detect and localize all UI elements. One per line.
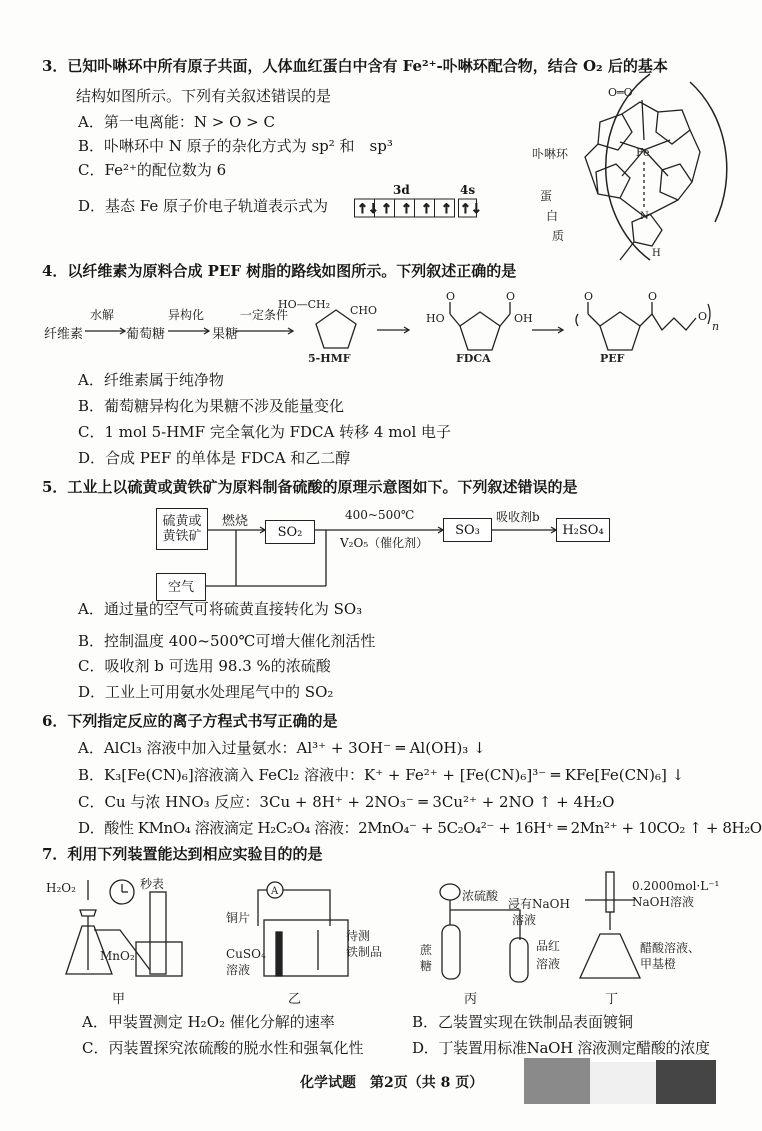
bing-naoh-label-2: 溶液 [512, 913, 537, 927]
bing-sugar-label-1: 蔗 [420, 943, 433, 957]
ding-acetic-label-1: 醋酸溶液、 [640, 941, 701, 955]
fdca-oh: OH [514, 312, 533, 325]
so3-box: SO₃ [443, 518, 492, 542]
q5-option-c: C．吸收剂 b 可选用 98.3 %的浓硫酸 [78, 657, 331, 675]
porphyrin-ring-label: 卟啉环 [532, 147, 569, 161]
q7-option-b: B．乙装置实现在铁制品表面镀铜 [412, 1013, 634, 1031]
yi-cuso4-label: CuSO₄ [226, 947, 266, 961]
yi-copper-label: 铜片 [226, 911, 251, 925]
hmf-cho: CHO [350, 304, 378, 317]
h2so4-box: H₂SO₄ [556, 518, 610, 542]
q5-option-d: D．工业上可用氨水处理尾气中的 SO₂ [78, 683, 334, 701]
protein-label-2: 白 [546, 209, 559, 223]
burn-label: 燃烧 [222, 514, 249, 529]
route-step-hydrolysis: 水解 [90, 308, 115, 322]
gray-block [524, 1058, 590, 1104]
q3-option-a: A．第一电离能：N > O > C [78, 113, 275, 131]
page-footer: 化学试题 第2页（共 8 页） [300, 1075, 484, 1091]
q3-option-d: D．基态 Fe 原子价电子轨道表示式为 [78, 197, 329, 215]
q7-option-a: A．甲装置测定 H₂O₂ 催化分解的速率 [82, 1013, 335, 1031]
compound-pef: PEF [600, 352, 625, 365]
porphyrin-figure [530, 72, 730, 262]
yi-iron-label-2: 铁制品 [346, 945, 383, 959]
fdca-o1: O [446, 290, 456, 303]
apparatus-jia-caption: 甲 [112, 992, 126, 1007]
h-label: H [652, 248, 661, 259]
q4-stem: 4．以纤维素为原料合成 PEF 树脂的路线如图所示。下列叙述正确的是 [42, 262, 517, 280]
hmf-hoch2: HO—CH₂ [278, 298, 331, 311]
ding-naoh-label: NaOH溶液 [632, 895, 694, 909]
q6-option-b: B．K₃[Fe(CN)₆]溶液滴入 FeCl₂ 溶液中：K⁺ + Fe²⁺ + [Fe(CN)₆]³⁻ ═ KFe[Fe(CN)₆] ↓ [78, 766, 685, 784]
ding-concentration-label: 0.2000mol·L⁻¹ [632, 879, 720, 893]
q3-option-c: C．Fe²⁺的配位数为 6 [78, 161, 227, 179]
orbital-4s-label: 4s [460, 183, 476, 197]
so2-box: SO₂ [265, 520, 315, 544]
route-cellulose: 纤维素 [44, 327, 84, 342]
bing-pinhong-label-1: 品红 [536, 939, 561, 953]
bing-pinhong-label-2: 溶液 [536, 957, 561, 971]
absorbent-label: 吸收剂b [496, 510, 540, 524]
ding-acetic-label-2: 甲基橙 [640, 957, 677, 971]
svg-text:↑↓: ↑↓ [460, 202, 482, 217]
q4-option-d: D．合成 PEF 的单体是 FDCA 和乙二醇 [78, 449, 351, 467]
raw-material-box: 硫黄或黄铁矿 [156, 508, 208, 550]
light-block [590, 1062, 656, 1104]
fdca-ho: HO [426, 312, 445, 325]
compound-fdca: FDCA [456, 352, 491, 365]
air-box: 空气 [156, 573, 206, 601]
protein-label-1: 蛋 [540, 189, 553, 203]
q6-option-d: D．酸性 KMnO₄ 溶液滴定 H₂C₂O₄ 溶液：2MnO₄⁻ + 5C₂O₄²⁻ + 16H⁺ ═ 2Mn²⁺ + 10CO₂ ↑ + 8H₂O [78, 819, 762, 837]
pef-n: n [712, 320, 720, 333]
q5-option-b: B．控制温度 400~500℃可增大催化剂活性 [78, 632, 376, 650]
q6-stem: 6．下列指定反应的离子方程式书写正确的是 [42, 712, 338, 730]
route-step-conditions: 一定条件 [240, 308, 289, 322]
pef-o3: O [698, 310, 708, 323]
q6-option-c: C．Cu 与浓 HNO₃ 反应：3Cu + 8H⁺ + 2NO₃⁻ ═ 3Cu²⁺ + 2NO ↑ + 4H₂O [78, 793, 615, 811]
jia-timer-label: 秒表 [140, 877, 165, 891]
svg-text:↑: ↑ [421, 202, 432, 217]
route-structures [40, 290, 720, 370]
q5-stem: 5．工业上以硫黄或黄铁矿为原料制备硫酸的原理示意图如下。下列叙述错误的是 [42, 478, 578, 496]
yi-solution-label: 溶液 [226, 963, 251, 977]
orbital-boxes [354, 197, 482, 219]
apparatus-drawings [40, 870, 730, 990]
q7-option-c: C．丙装置探究浓硫酸的脱水性和强氧化性 [82, 1039, 364, 1057]
apparatus-ding-caption: 丁 [605, 992, 619, 1007]
q5-option-a: A．通过量的空气可将硫黄直接转化为 SO₃ [78, 600, 363, 618]
svg-text:↑: ↑ [381, 202, 392, 217]
o2-label: O═O [608, 86, 633, 99]
compound-5hmf: 5-HMF [308, 352, 351, 365]
bing-acid-label: 浓硫酸 [462, 889, 499, 903]
temperature-label: 400~500℃ [345, 508, 415, 522]
svg-text:↑↓: ↑↓ [357, 202, 379, 217]
route-step-isomerization: 异构化 [168, 308, 205, 322]
catalyst-label: V₂O₅（催化剂） [340, 536, 429, 550]
route-glucose: 葡萄糖 [126, 327, 166, 342]
protein-label-3: 质 [552, 229, 565, 243]
q7-option-d: D．丁装置用标准NaOH 溶液测定醋酸的浓度 [412, 1039, 710, 1057]
q4-option-a: A．纤维素属于纯净物 [78, 371, 224, 389]
svg-text:↑: ↑ [441, 202, 452, 217]
bing-naoh-label-1: 浸有NaOH [508, 897, 570, 911]
q3-option-b: B．卟啉环中 N 原子的杂化方式为 sp² 和 sp³ [78, 137, 393, 155]
q3-stem-line2: 结构如图所示。下列有关叙述错误的是 [76, 87, 332, 105]
fe-label: Fe [636, 146, 650, 159]
jia-h2o2-label: H₂O₂ [46, 881, 76, 895]
yi-iron-label-1: 待测 [346, 929, 371, 943]
q3-stem-line1: 3．已知卟啉环中所有原子共面，人体血红蛋白中含有 Fe²⁺-卟啉环配合物，结合 O₂ 后的基本 [42, 57, 668, 75]
n-label: N [640, 211, 649, 222]
q4-option-b: B．葡萄糖异构化为果糖不涉及能量变化 [78, 397, 345, 415]
orbital-3d-label: 3d [393, 183, 410, 197]
apparatus-bing-caption: 丙 [464, 992, 478, 1007]
pef-o1: O [584, 290, 594, 303]
pef-o2: O [648, 290, 658, 303]
q4-option-c: C．1 mol 5-HMF 完全氧化为 FDCA 转移 4 mol 电子 [78, 423, 452, 441]
q6-option-a: A．AlCl₃ 溶液中加入过量氨水：Al³⁺ + 3OH⁻ ═ Al(OH)₃ ↓ [78, 739, 486, 757]
yi-ammeter-label: A [271, 886, 279, 897]
jia-mno2-label: MnO₂ [100, 949, 135, 963]
svg-text:↑: ↑ [401, 202, 412, 217]
bing-sugar-label-2: 糖 [420, 959, 433, 973]
dark-block [656, 1060, 716, 1104]
fdca-o2: O [506, 290, 516, 303]
apparatus-yi-caption: 乙 [288, 992, 302, 1007]
q7-stem: 7．利用下列装置能达到相应实验目的的是 [42, 845, 323, 863]
route-fructose: 果糖 [212, 327, 239, 342]
